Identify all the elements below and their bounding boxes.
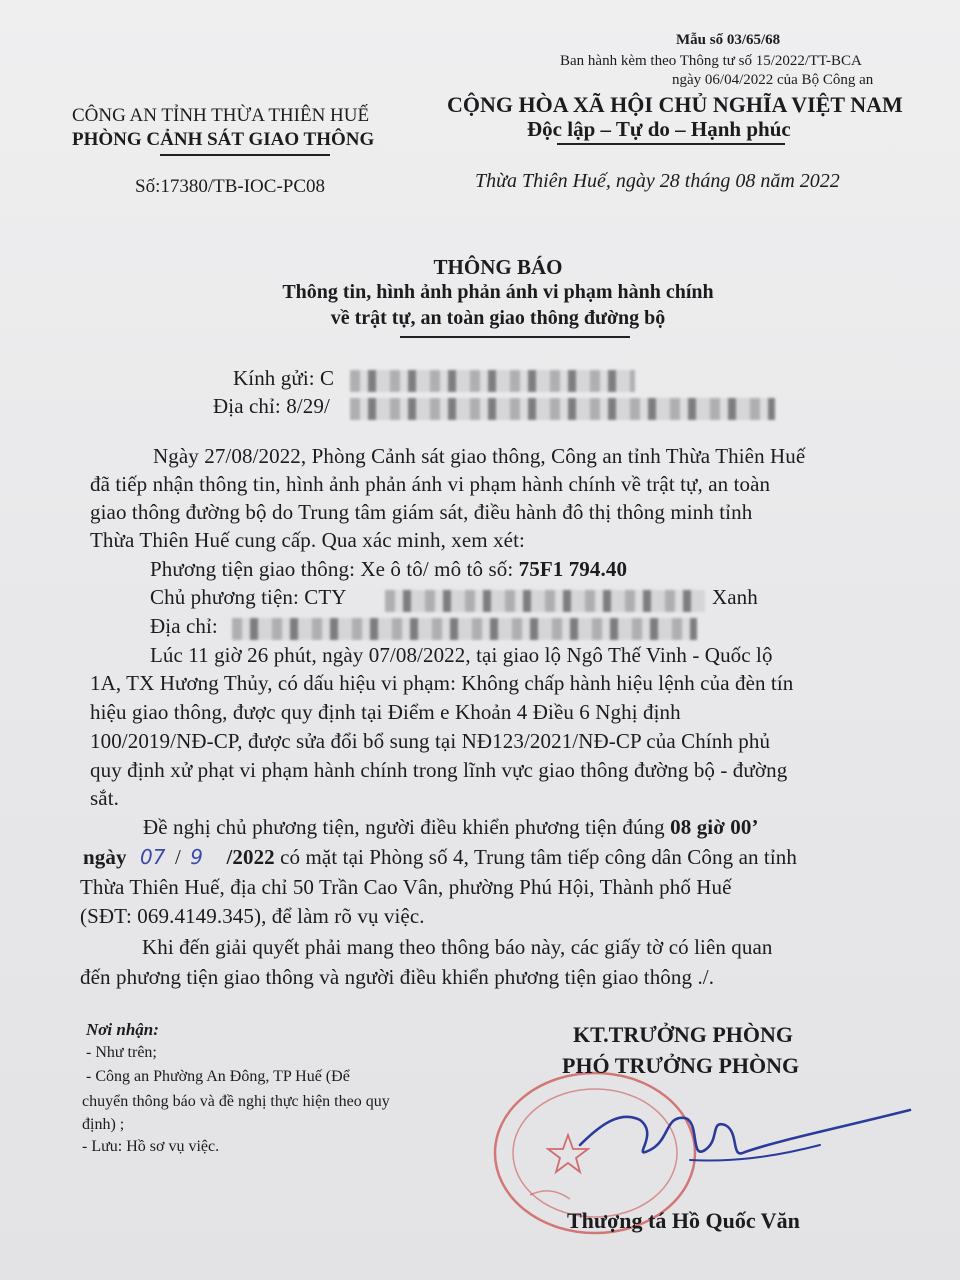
- redacted-owner-address: [232, 618, 697, 640]
- signer-title-1: KT.TRƯỞNG PHÒNG: [573, 1022, 793, 1047]
- license-plate: 75F1 794.40: [518, 557, 628, 581]
- owner-label: Chủ phương tiện: CTY: [150, 585, 347, 609]
- recipient-item-2-line1: - Công an Phường An Đông, TP Huế (Để: [86, 1068, 350, 1085]
- vehicle-label: Phương tiện giao thông: Xe ô tô/ mô tô số:: [150, 557, 519, 581]
- recipients-heading: Nơi nhận:: [86, 1020, 159, 1039]
- motto-underline: [557, 143, 785, 145]
- appointment-time: 08 giờ 00’: [670, 815, 759, 839]
- body-p1-line2: đã tiếp nhận thông tin, hình ảnh phản ánh vi phạm hành chính về trật tự, an toàn: [90, 472, 771, 496]
- body-p1-line3: giao thông đường bộ do Trung tâm giám sát, điều hành đô thị thông minh tỉnh: [90, 500, 753, 524]
- body-p2-line4: 100/2019/NĐ-CP, được sửa đổi bổ sung tại NĐ123/2021/NĐ-CP của Chính phủ: [90, 729, 771, 753]
- notice-subtitle-line1: Thông tin, hình ảnh phản ánh vi phạm hành chính: [282, 281, 714, 303]
- recipient-to: Kính gửi: C: [233, 366, 335, 390]
- body-p2-line6: sắt.: [90, 786, 119, 810]
- body-p2-line1: Lúc 11 giờ 26 phút, ngày 07/08/2022, tại giao lộ Ngô Thế Vinh - Quốc lộ: [150, 643, 773, 667]
- notice-subtitle-line2: về trật tự, an toàn giao thông đường bộ: [330, 307, 666, 329]
- appointment-date-label: ngày: [83, 845, 132, 869]
- notice-title: THÔNG BÁO: [433, 255, 563, 279]
- handwritten-signature: [570, 1090, 930, 1190]
- body-p2-line3: hiệu giao thông, được quy định tại Điểm e Khoản 4 Điều 6 Nghị định: [90, 700, 681, 724]
- country-motto: Độc lập – Tự do – Hạnh phúc: [527, 117, 791, 141]
- recipient-address: Địa chỉ: 8/29/: [213, 394, 330, 418]
- recipient-item-1: - Như trên;: [86, 1044, 157, 1061]
- recipient-item-3: - Lưu: Hồ sơ vụ việc.: [82, 1138, 220, 1155]
- form-issued-line1: Ban hành kèm theo Thông tư số 15/2022/TT-BCA: [560, 53, 862, 69]
- body-p4-line1: Khi đến giải quyết phải mang theo thông báo này, các giấy tờ có liên quan: [142, 935, 773, 959]
- body-p3-line1: [143, 815, 759, 840]
- body-p3-line4: (SĐT: 069.4149.345), để làm rõ vụ việc.: [80, 904, 425, 928]
- recipient-item-2-line2: chuyển thông báo và đề nghị thực hiện theo quy: [82, 1093, 390, 1110]
- signer-title-2: PHÓ TRƯỞNG PHÒNG: [562, 1053, 800, 1078]
- redacted-recipient-name: [350, 370, 635, 392]
- appointment-year: /2022: [226, 845, 275, 869]
- signer-name: Thượng tá Hồ Quốc Văn: [567, 1208, 800, 1233]
- redacted-owner-name: [385, 590, 705, 612]
- agency-parent: CÔNG AN TỈNH THỪA THIÊN HUẾ: [72, 105, 370, 126]
- body-p3-line3: Thừa Thiên Huế, địa chỉ 50 Trần Cao Vân, phường Phú Hội, Thành phố Huế: [80, 875, 732, 899]
- appointment-request: Đề nghị chủ phương tiện, người điều khiển phương tiện đúng: [143, 815, 671, 839]
- appointment-location: có mặt tại Phòng số 4, Trung tâm tiếp công dân Công an tỉnh: [274, 845, 798, 869]
- body-p1-line1: Ngày 27/08/2022, Phòng Cảnh sát giao thông, Công an tỉnh Thừa Thiên Huế: [153, 444, 806, 468]
- appointment-month-handwritten: 9: [190, 845, 204, 869]
- recipient-item-2-line3: định) ;: [82, 1116, 125, 1133]
- agency-name: PHÒNG CẢNH SÁT GIAO THÔNG: [72, 129, 375, 150]
- body-p4-line2: đến phương tiện giao thông và người điều khiển phương tiện giao thông ./.: [80, 965, 715, 989]
- owner-address-label: Địa chỉ:: [150, 614, 218, 638]
- appointment-day-handwritten: 07: [139, 845, 166, 869]
- vehicle-line: [150, 557, 627, 582]
- body-p1-line4: Thừa Thiên Huế cung cấp. Qua xác minh, xem xét:: [90, 528, 525, 552]
- title-underline: [400, 336, 630, 338]
- body-p2-line2: 1A, TX Hương Thủy, có dấu hiệu vi phạm: Không chấp hành hiệu lệnh của đèn tín: [90, 671, 794, 695]
- country-name: CỘNG HÒA XÃ HỘI CHỦ NGHĨA VIỆT NAM: [447, 92, 903, 117]
- document-number: Số:17380/TB-IOC-PC08: [135, 176, 326, 197]
- form-issued-line2: ngày 06/04/2022 của Bộ Công an: [672, 72, 874, 88]
- redacted-recipient-address: [350, 398, 775, 420]
- body-p3-line2: ngày 07 / 9 /2022 có mặt tại Phòng số 4, Trung tâm tiếp công dân Công an tỉnh: [83, 845, 798, 869]
- body-p2-line5: quy định xử phạt vi phạm hành chính trong lĩnh vực giao thông đường bộ - đường: [90, 758, 788, 782]
- place-date: Thừa Thiên Huế, ngày 28 tháng 08 năm 2022: [475, 170, 840, 192]
- form-code: Mẫu số 03/65/68: [676, 32, 781, 48]
- owner-name-tail: Xanh: [712, 585, 758, 609]
- agency-underline: [160, 154, 330, 156]
